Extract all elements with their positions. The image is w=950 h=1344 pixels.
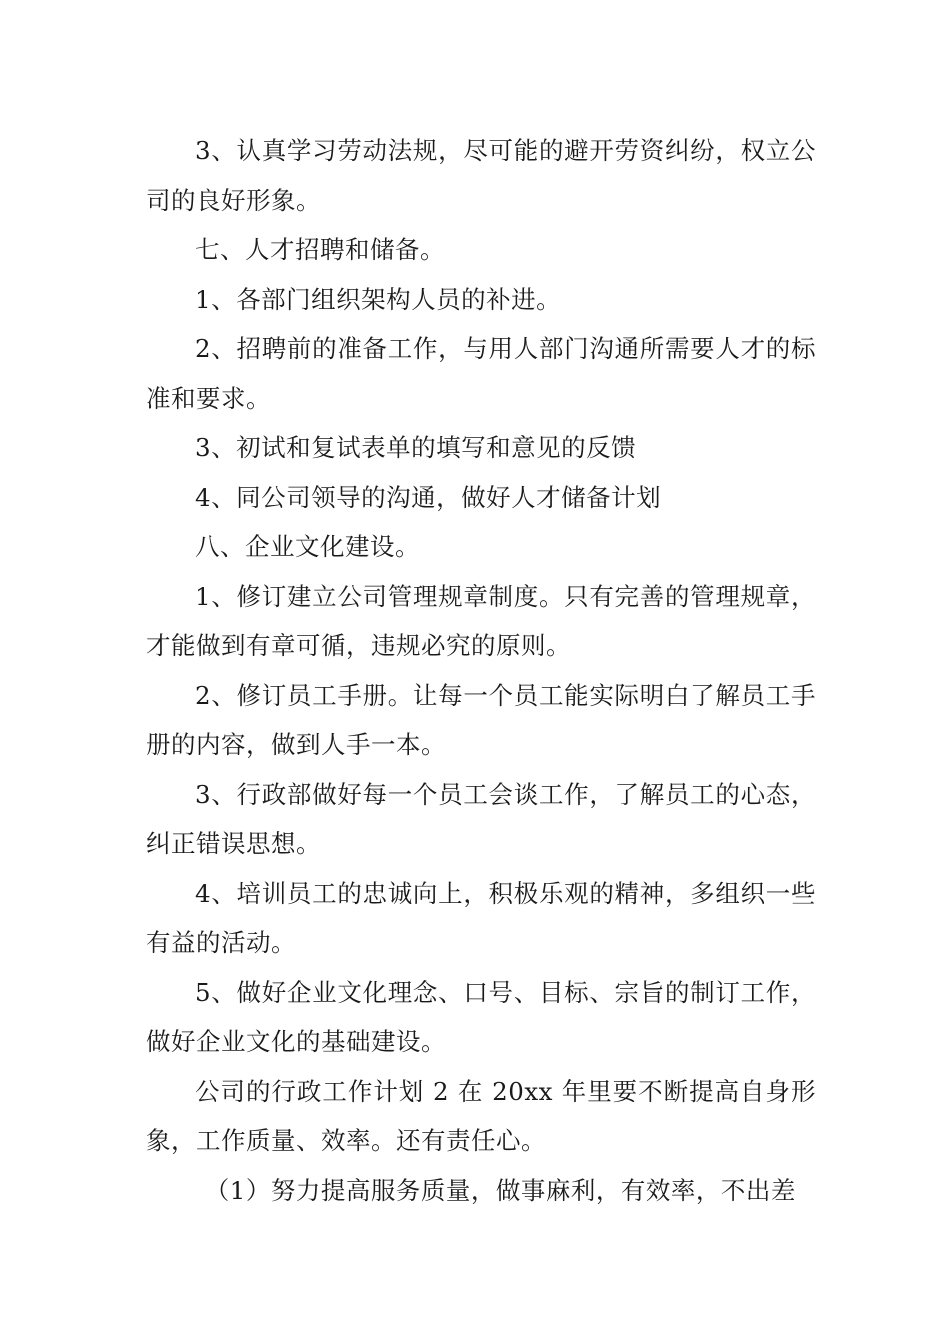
section-heading: 七、人才招聘和储备。 <box>195 235 445 264</box>
paragraph: 1、修订建立公司管理规章制度。只有完善的管理规章，才能做到有章可循，违规必究的原则。 <box>146 581 816 660</box>
paragraph: 3、认真学习劳动法规，尽可能的避开劳资纠纷，权立公司的良好形象。 <box>146 136 816 215</box>
section-heading: 八、企业文化建设。 <box>195 532 420 561</box>
paragraph: 2、招聘前的准备工作，与用人部门沟通所需要人才的标准和要求。 <box>146 334 816 413</box>
paragraph: 3、初试和复试表单的填写和意见的反馈 <box>195 433 637 462</box>
paragraph: 5、做好企业文化理念、口号、目标、宗旨的制订工作，做好企业文化的基础建设。 <box>146 977 816 1056</box>
paragraph: 2、修订员工手册。让每一个员工能实际明白了解员工手册的内容，做到人手一本。 <box>146 680 816 759</box>
paragraph: （1）努力提高服务质量，做事麻利，有效率，不出差 <box>204 1175 796 1205</box>
paragraph: 3、行政部做好每一个员工会谈工作，了解员工的心态，纠正错误思想。 <box>146 779 816 858</box>
paragraph: 公司的行政工作计划 2 在 20xx 年里要不断提高自身形象，工作质量、效率。还有责任心。 <box>146 1076 816 1155</box>
paragraph: 1、各部门组织架构人员的补进。 <box>195 284 562 314</box>
document-body <box>146 126 816 1215</box>
paragraph: 4、同公司领导的沟通，做好人才储备计划 <box>195 482 662 512</box>
paragraph: 4、培训员工的忠诚向上，积极乐观的精神，多组织一些有益的活动。 <box>146 878 816 957</box>
